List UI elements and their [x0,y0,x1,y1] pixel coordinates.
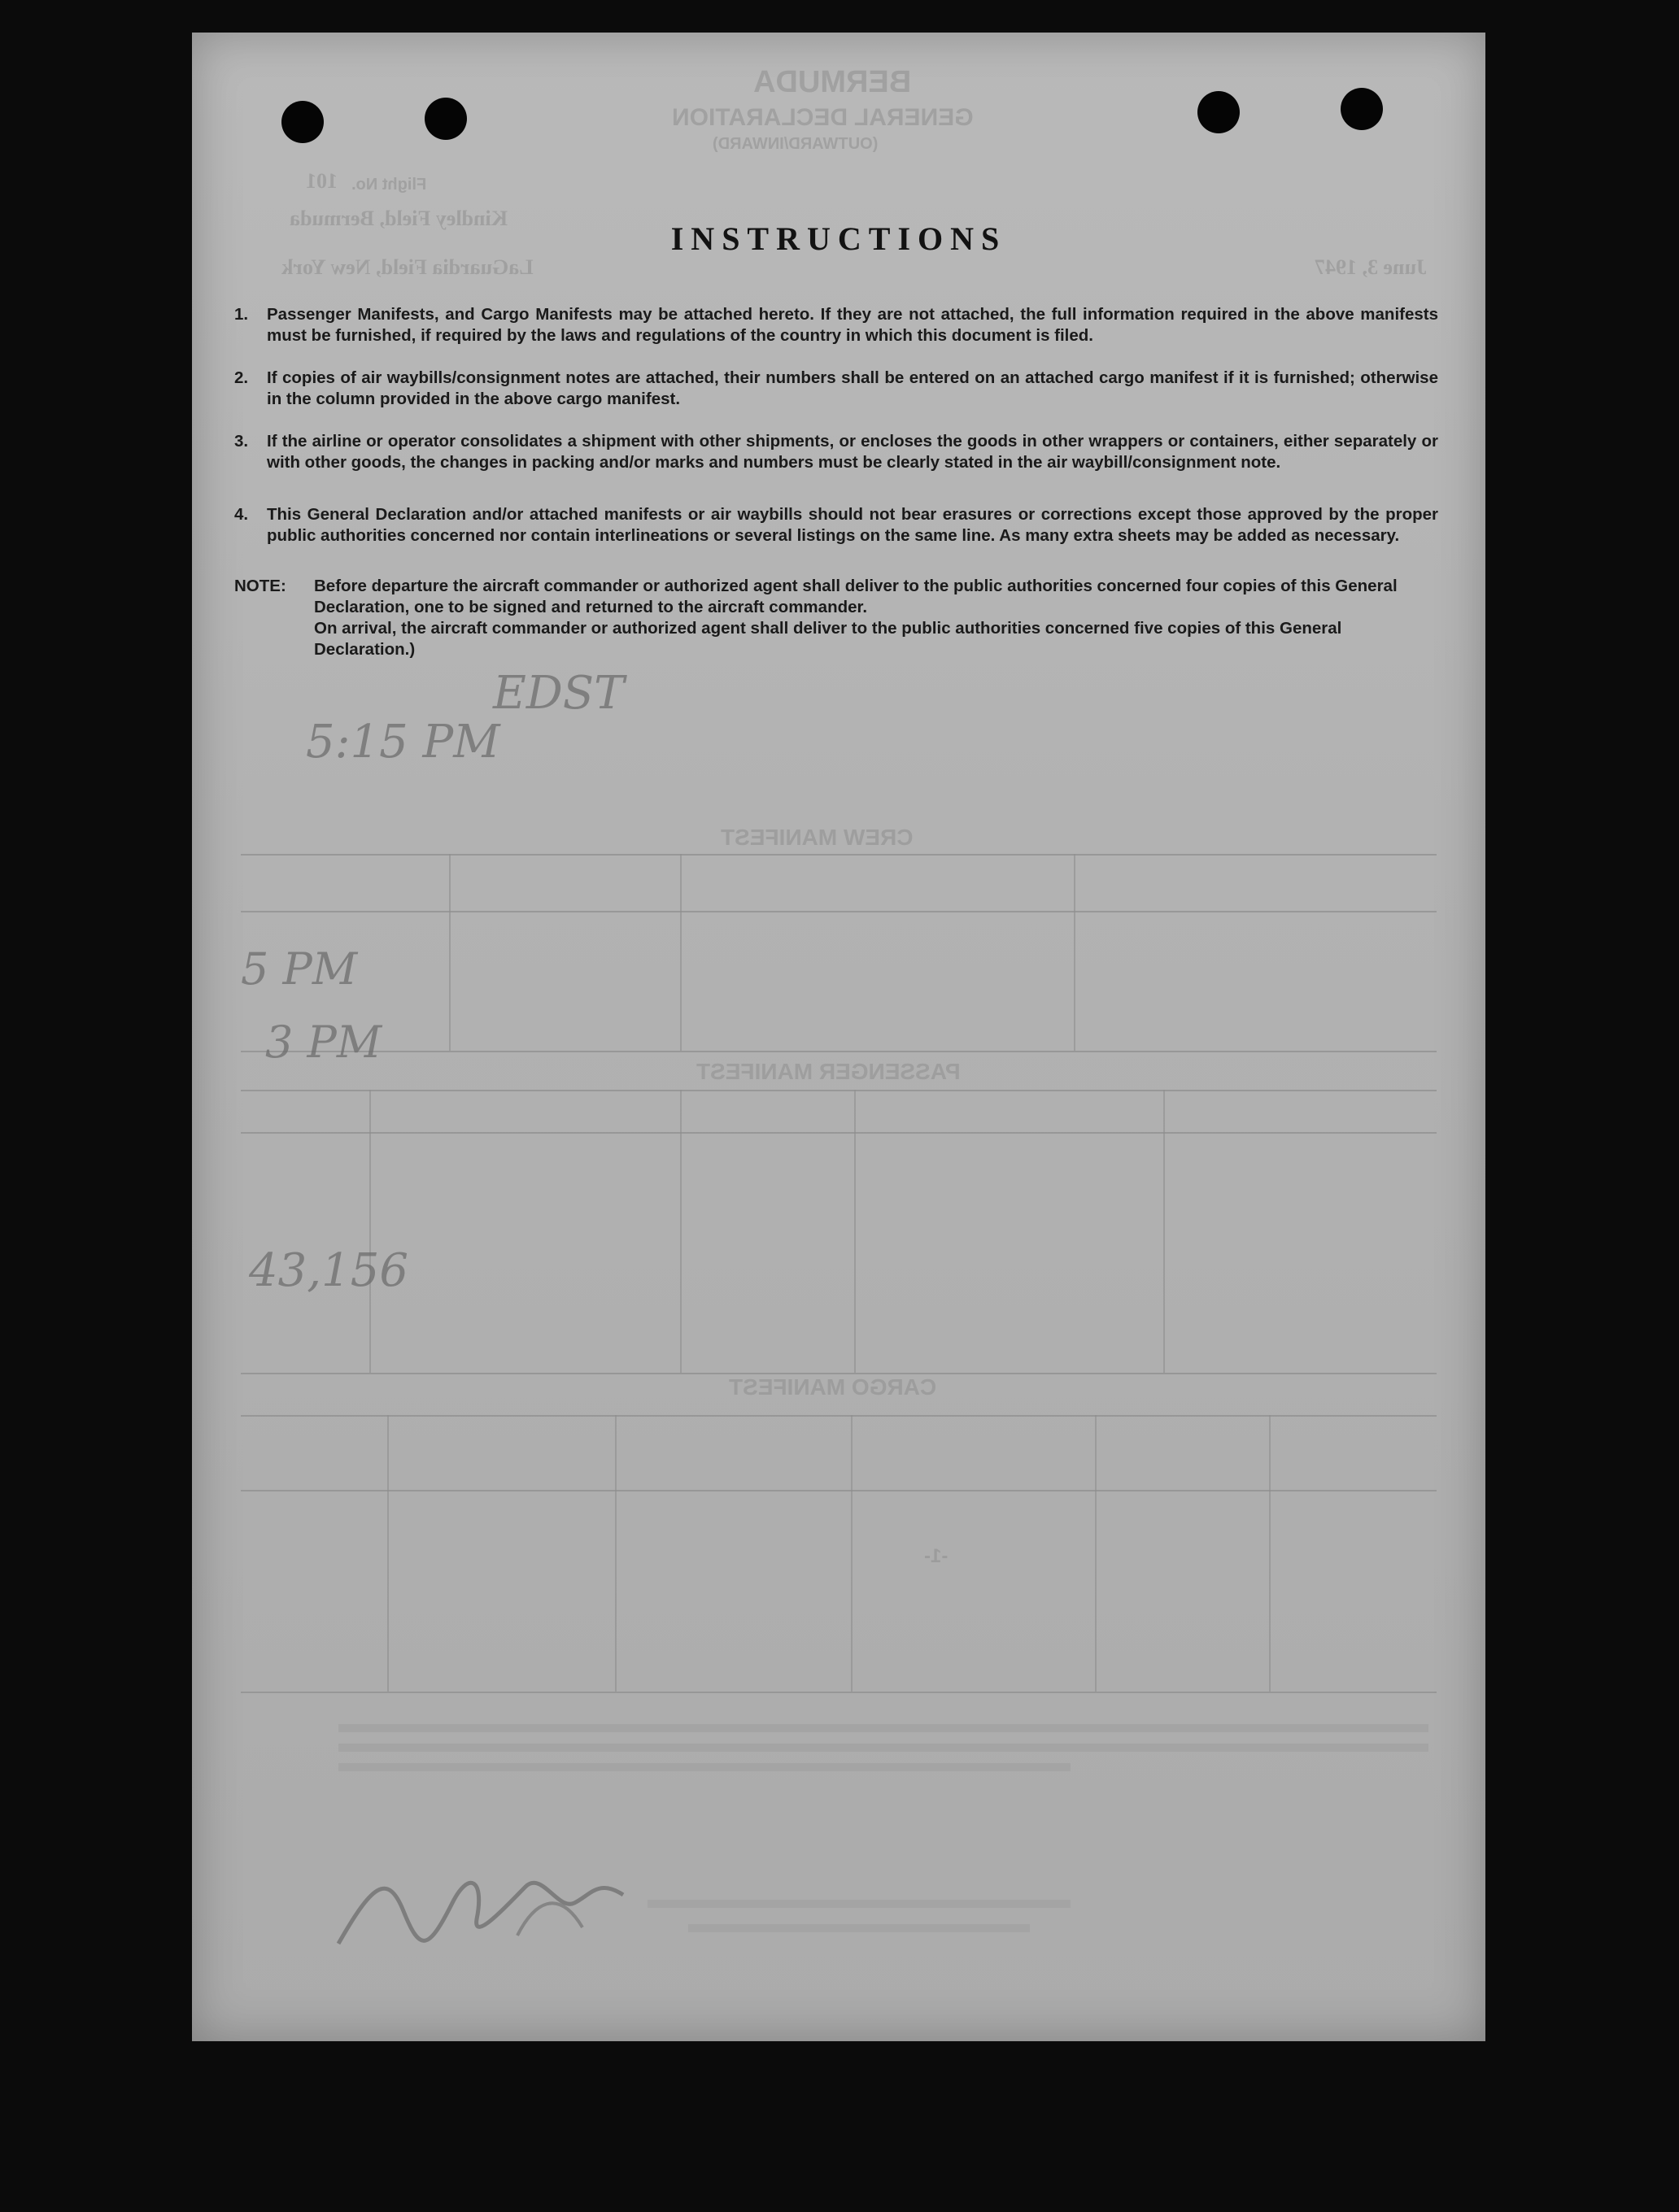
instruction-text: If the airline or operator consolidates a shipment with other shipments, or encloses the goods in other wrappers or containers, either separately or with other goods, the changes in packing and/or marks and numbers must be clearly stated in the air waybill/consignment note. [267,432,1438,472]
punch-hole-left-2 [425,98,467,140]
instruction-number: 2. [234,368,249,387]
document-sheet [192,33,1485,2041]
bleed-date: June 3, 1947 [1315,255,1427,279]
punch-hole-right-1 [1197,91,1240,133]
note-paragraph-2: On arrival, the aircraft commander or authorized agent shall deliver to the public authorities concerned five copies of this General Declaration.) [314,619,1342,659]
bleed-vrule-2 [680,854,682,1051]
bleed-cargo-manifest: CARGO MANIFEST [729,1374,937,1400]
instruction-2 [234,368,1438,410]
bleed-header-2: GENERAL DECLARATION [672,104,974,131]
handwritten-count-2: 3 PM [265,1017,382,1068]
bleed-flight-no: 101 [306,169,338,193]
bleed-rule-pax-top [241,1090,1437,1091]
bleed-rule-cargo-head [241,1490,1437,1491]
instruction-1 [234,304,1438,346]
handwritten-number: 43,156 [249,1244,408,1297]
bleed-header-1: BERMUDA [753,65,912,99]
bleed-text-1 [338,1724,1428,1732]
instruction-number: 4. [234,505,249,524]
instructions-title: INSTRUCTIONS [670,220,1007,257]
note-paragraph-1: Before departure the aircraft commander or authorized agent shall deliver to the public authorities concerned four copies of this General Declaration, one to be signed and returned to the aircraft commander. [314,577,1398,616]
note-block [234,576,1438,660]
bleed-vrule-4 [369,1090,371,1373]
handwritten-time-zone: EDST [493,667,625,720]
instruction-text: This General Declaration and/or attached manifests or air waybills should not bear erasures or corrections except those approved by the proper public authorities concerned nor contain interlineations or several listings on the same line. As many extra sheets may be added as necessary. [267,505,1438,545]
bleed-rule-cargo-top [241,1415,1437,1417]
bleed-text-5 [688,1924,1030,1932]
bleed-vrule-6 [854,1090,856,1373]
bleed-vrule-5 [680,1090,682,1373]
bleed-vrule-1 [449,854,451,1051]
bleed-vrule-11 [1095,1415,1097,1692]
bleed-rule-crew-top [241,854,1437,856]
handwritten-count-1: 5 PM [241,943,358,995]
bleed-vrule-8 [387,1415,389,1692]
punch-hole-right-2 [1341,88,1383,130]
bleed-rule-cargo-bottom [241,1692,1437,1693]
bleed-passenger-manifest: PASSENGER MANIFEST [696,1059,961,1084]
instruction-number: 1. [234,305,249,324]
punch-hole-left-1 [281,101,324,143]
instruction-text: Passenger Manifests, and Cargo Manifests may be attached hereto. If they are not attached, the full information required in the above manifests must be furnished, if required by the laws and regulations of the country in which this document is filed. [267,305,1438,345]
bleed-page-mark: -1- [924,1545,949,1567]
signature-image [314,1854,656,1960]
bleed-rule-pax-bottom [241,1373,1437,1374]
bleed-crew-manifest: CREW MANIFEST [721,825,914,850]
bleed-text-4 [648,1900,1071,1908]
bleed-rule-pax-head [241,1132,1437,1134]
instruction-number: 3. [234,432,249,451]
bleed-vrule-7 [1163,1090,1165,1373]
bleed-header-3: (OUTWARD/INWARD) [713,135,879,153]
bleed-vrule-12 [1269,1415,1271,1692]
bleed-vrule-10 [851,1415,853,1692]
bleed-text-2 [338,1744,1428,1752]
bleed-text-3 [338,1763,1071,1771]
bleed-vrule-9 [615,1415,617,1692]
handwritten-time: 5:15 PM [306,716,500,769]
bleed-to-place: LaGuardia Field, New York [281,255,534,279]
bleed-flight-label: Flight No. [351,176,427,194]
bleed-rule-crew-head [241,911,1437,912]
bleed-rule-crew-bottom [241,1051,1437,1052]
instruction-3 [234,431,1438,473]
bleed-vrule-3 [1074,854,1075,1051]
note-label: NOTE: [234,577,286,595]
instruction-text: If copies of air waybills/consignment notes are attached, their numbers shall be entered on an attached cargo manifest if it is furnished; otherwise in the column provided in the above cargo manifest. [267,368,1438,408]
instruction-4 [234,504,1438,546]
bleed-from-place: Kindley Field, Bermuda [290,207,508,230]
